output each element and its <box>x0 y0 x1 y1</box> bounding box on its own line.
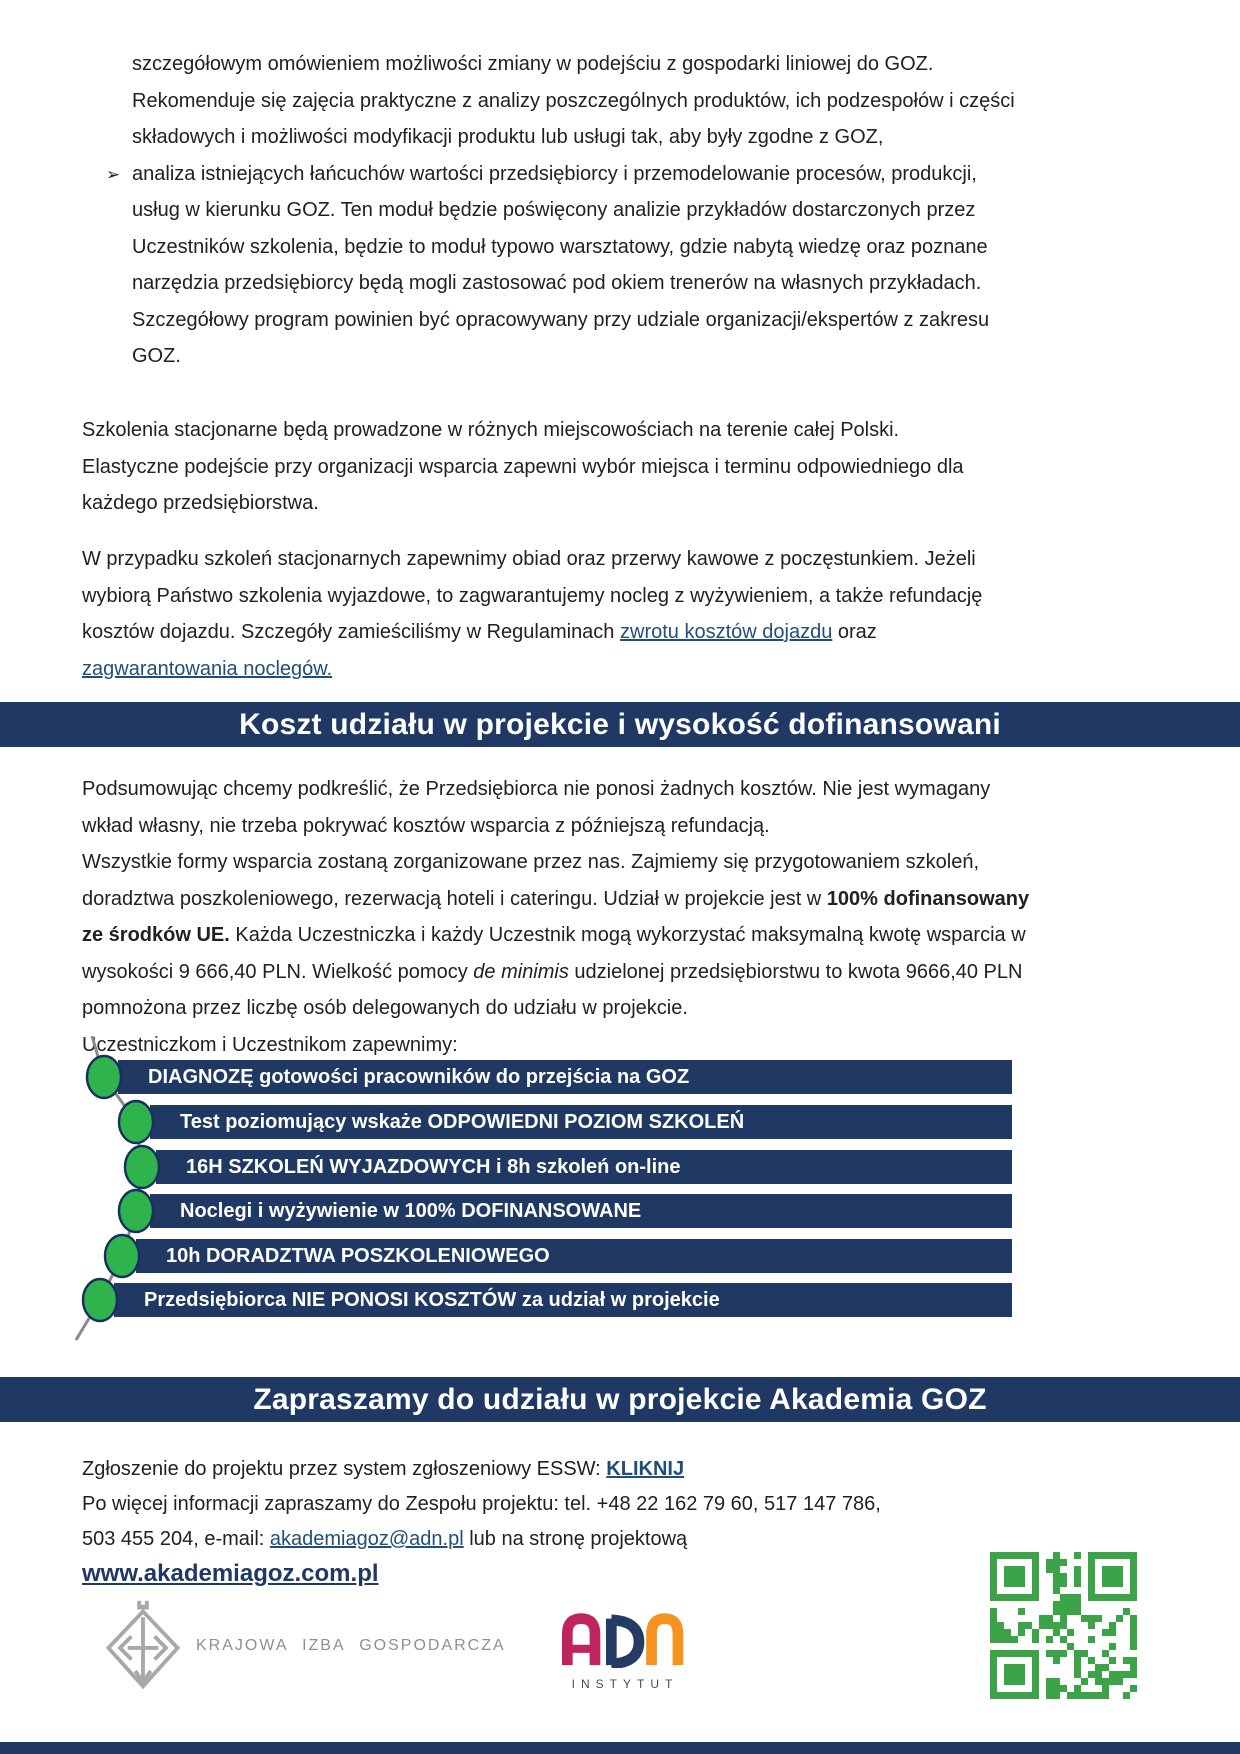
contact-line-registration: Zgłoszenie do projektu przez system zgłoszeniowy ESSW: KLIKNIJ <box>82 1458 685 1480</box>
benefit-label: DIAGNOZĘ gotowości pracowników do przejścia na GOZ <box>148 1065 690 1088</box>
costs-banner-title: Koszt udziału w projekcie i wysokość dofinansowani <box>239 707 1001 741</box>
benefit-bar <box>156 1150 1012 1184</box>
adn-letters-icon <box>556 1612 688 1668</box>
benefit-bar <box>136 1239 1012 1273</box>
paragraph-locations: Szkolenia stacjonarne będą prowadzone w różnych miejscowościach na terenie całej Polski. Elastyczne podejście przy organizacji wsparcia zapewni wybór miejsca i terminu odpowiedniego dla każdego przedsiębiorstwa. <box>82 419 964 514</box>
text-link[interactable]: akademiagoz@adn.pl <box>269 1528 464 1550</box>
contact-line-phones: Po więcej informacji zapraszamy do Zespołu projektu: tel. +48 22 162 79 60, 517 147 786, <box>82 1493 881 1515</box>
invite-banner <box>0 1377 1240 1422</box>
benefit-label: Noclegi i wyżywienie w 100% DOFINANSOWANE <box>180 1199 642 1222</box>
benefit-bar <box>150 1105 1012 1139</box>
benefit-label: Test poziomujący wskaże ODPOWIEDNI POZIOM SZKOLEŃ <box>180 1110 745 1133</box>
contact-line-email: 503 455 204, e-mail: akademiagoz@adn.pl lub na stronę projektową <box>82 1528 688 1550</box>
qr-code-icon <box>990 1552 1137 1699</box>
bullet-arrow-icon: ➢ <box>106 164 121 184</box>
intro-bullet-list <box>106 46 1030 375</box>
kig-logo <box>104 1598 506 1694</box>
text-link[interactable]: zagwarantowania noclegów. <box>82 657 333 680</box>
costs-banner <box>0 702 1240 747</box>
footer-bar <box>0 1742 1240 1754</box>
kig-emblem-icon <box>104 1598 182 1694</box>
invite-banner-title: Zapraszamy do udziału w projekcie Akademia GOZ <box>253 1382 987 1416</box>
intro-bullet-item: szczegółowym omówieniem możliwości zmiany w podejściu z gospodarki liniowej do GOZ. Rekomenduje się zajęcia praktyczne z analizy poszczególnych produktów, ich podzespołów i części składowych i możliwości modyfikacji produktu lub usługi tak, aby były zgodne z GOZ, <box>132 53 1015 148</box>
benefit-label: Przedsiębiorca NIE PONOSI KOSZTÓW za udział w projekcie <box>144 1288 720 1311</box>
benefit-bar <box>118 1060 1012 1094</box>
benefit-bar <box>114 1283 1012 1317</box>
contact-info <box>82 1452 1032 1557</box>
project-website-link[interactable]: www.akademiagoz.com.pl <box>82 1560 379 1587</box>
paragraph-costs: Podsumowując chcemy podkreślić, że Przedsiębiorca nie ponosi żadnych kosztów. Nie jest wymagany wkład własny, nie trzeba pokrywać kosztów wsparcia z późniejszą refundacją. Wszystkie formy wsparcia zostaną zorganizowane przez nas. Zajmiemy się przygotowaniem szkoleń, doradztwa poszkoleniowego, rezerwacją hoteli i cateringu. Udział w projekcie jest w 100% dofinansowany ze środków UE. Każda Uczestniczka i każdy Uczestnik mogą wykorzystać maksymalną kwotę wsparcia w wysokości 9 666,40 PLN. Wielkość pomocy de minimis udzielonej przedsiębiorstwu to kwota 9666,40 PLN pomnożona przez liczbę osób delegowanych do udziału w projekcie. Uczestniczkom i Uczestnikom zapewnimy: <box>82 778 1030 1056</box>
text-link[interactable]: KLIKNIJ <box>606 1458 685 1480</box>
adn-logo <box>552 1612 692 1691</box>
paragraph-catering: W przypadku szkoleń stacjonarnych zapewnimy obiad oraz przerwy kawowe z poczęstunkiem. Jeżeli wybiorą Państwo szkolenia wyjazdowe, to zagwarantujemy nocleg z wyżywieniem, a także refundację kosztów dojazdu. Szczegóły zamieściliśmy w Regulaminach zwrotu kosztów dojazdu oraz zagwarantowania noclegów. <box>82 548 983 680</box>
adn-subtitle: INSTYTUT <box>571 1677 679 1691</box>
intro-bullet-item: ➢ analiza istniejących łańcuchów wartości przedsiębiorcy i przemodelowanie procesów, produkcji, usług w kierunku GOZ. Ten moduł będzie poświęcony analizie przykładów dostarczonych przez Uczestników szkolenia, będzie to moduł typowo warsztatowy, gdzie nabytą wiedzę oraz poznane narzędzia przedsiębiorcy będą mogli zastosować pod okiem trenerów na własnych przykładach. Szczegółowy program powinien być opracowywany przy udziale organizacji/ekspertów z zakresu GOZ. <box>132 156 1030 375</box>
benefit-label: 16H SZKOLEŃ WYJAZDOWYCH i 8h szkoleń on-line <box>186 1155 681 1178</box>
benefit-bar <box>150 1194 1012 1228</box>
benefit-label: 10h DORADZTWA POSZKOLENIOWEGO <box>166 1244 550 1267</box>
project-website-link-wrap <box>82 1560 379 1588</box>
kig-label: KRAJOWA IZBA GOSPODARCZA <box>196 1637 506 1654</box>
text-link[interactable]: zwrotu kosztów dojazdu <box>620 621 833 643</box>
